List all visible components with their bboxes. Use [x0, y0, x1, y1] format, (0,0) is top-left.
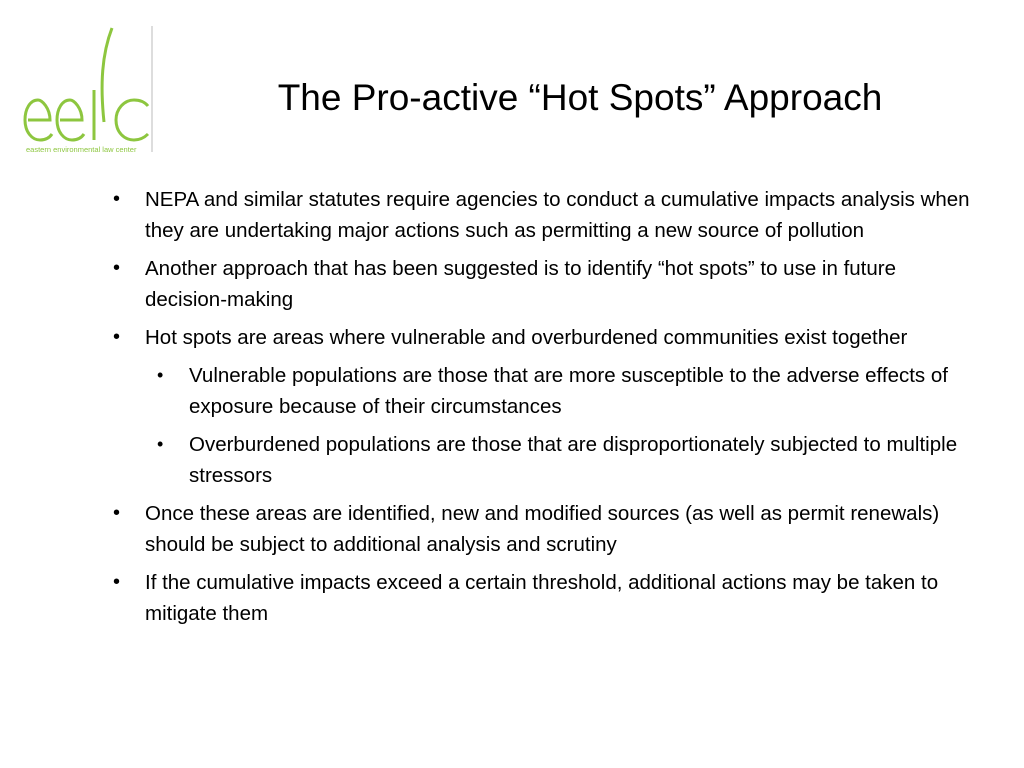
- bullet-item: [110, 184, 980, 246]
- bullet-text: Another approach that has been suggested is to identify “hot spots” to use in future decision-making: [145, 257, 897, 311]
- bullet-list: [110, 184, 980, 629]
- logo-tagline: eastern environmental law center: [26, 145, 137, 154]
- bullet-icon: •: [113, 326, 121, 348]
- sub-bullet-icon: •: [157, 434, 164, 454]
- bullet-icon: •: [113, 188, 121, 210]
- bullet-item: [110, 498, 980, 560]
- bullet-icon: •: [113, 257, 121, 279]
- bullet-icon: •: [113, 571, 121, 593]
- sub-bullet-item: [154, 360, 980, 422]
- bullet-text: Once these areas are identified, new and modified sources (as well as permit renewals) should be subject to additional analysis and scrutiny: [145, 502, 940, 556]
- eelc-logo: [22, 24, 156, 156]
- bullet-item: [110, 253, 980, 315]
- sub-bullet-item: [154, 429, 980, 491]
- slide-body: [110, 184, 980, 636]
- bullet-text: NEPA and similar statutes require agencies to conduct a cumulative impacts analysis when they are undertaking major actions such as permitting a new source of pollution: [145, 188, 970, 242]
- bullet-text: If the cumulative impacts exceed a certain threshold, additional actions may be taken to mitigate them: [145, 571, 939, 625]
- bullet-item: [110, 322, 980, 353]
- eelc-logo-mark: [22, 24, 156, 156]
- sub-bullet-text: Overburdened populations are those that are disproportionately subjected to multiple stressors: [189, 433, 958, 487]
- sub-bullet-text: Vulnerable populations are those that are more susceptible to the adverse effects of exposure because of their circumstances: [189, 364, 948, 418]
- bullet-text: Hot spots are areas where vulnerable and overburdened communities exist together: [145, 326, 908, 349]
- sub-bullet-icon: •: [157, 365, 164, 385]
- slide-title: The Pro-active “Hot Spots” Approach: [277, 77, 883, 118]
- bullet-icon: •: [113, 502, 121, 524]
- bullet-item: [110, 567, 980, 629]
